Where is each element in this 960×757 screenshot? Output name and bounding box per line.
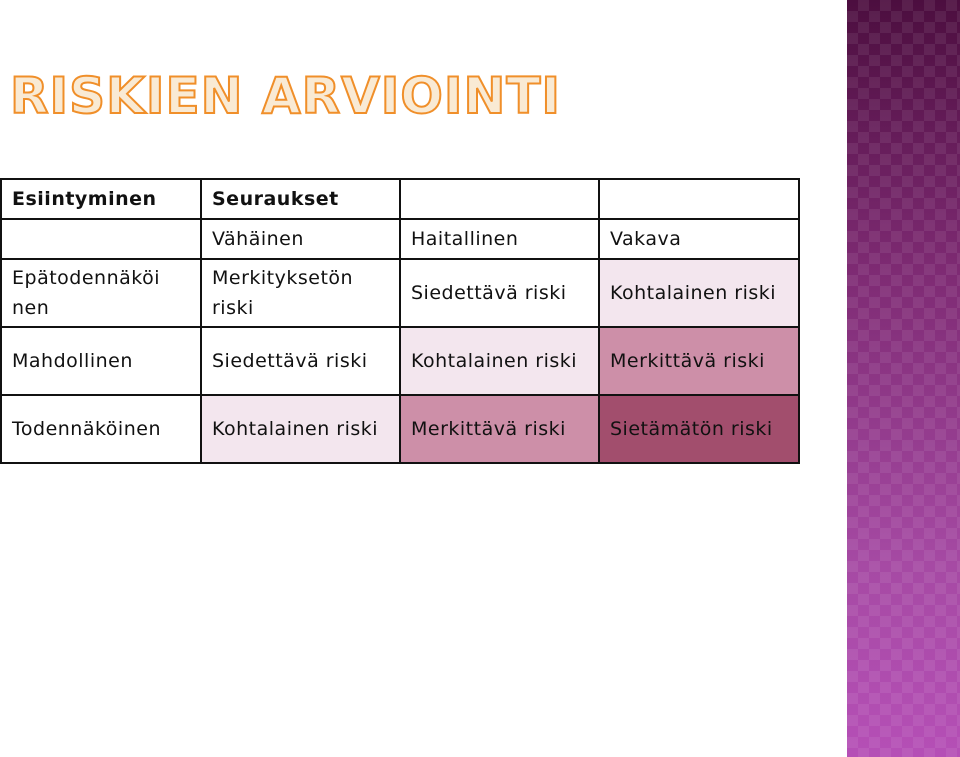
table-row	[1, 327, 799, 395]
table-header-row	[1, 179, 799, 219]
decorative-side-band	[847, 0, 960, 757]
header-empty-cell	[400, 179, 599, 219]
risk-cell: Merkityksetön riski	[201, 259, 400, 327]
risk-cell: Merkittävä riski	[400, 395, 599, 463]
risk-cell: Kohtalainen riski	[201, 395, 400, 463]
header-occurrence: Esiintyminen	[1, 179, 201, 219]
header-consequences: Seuraukset	[201, 179, 400, 219]
risk-cell: Siedettävä riski	[400, 259, 599, 327]
header-empty-cell	[599, 179, 799, 219]
severity-row	[1, 219, 799, 259]
row-label-unlikely: Epätodennäköi nen	[1, 259, 201, 327]
risk-cell: Siedettävä riski	[201, 327, 400, 395]
severity-minor: Vähäinen	[201, 219, 400, 259]
table-row	[1, 395, 799, 463]
severity-serious: Vakava	[599, 219, 799, 259]
risk-cell: Sietämätön riski	[599, 395, 799, 463]
row-label-likely: Todennäköinen	[1, 395, 201, 463]
risk-assessment-table	[0, 178, 800, 464]
slide-title: RISKIEN ARVIOINTI	[10, 67, 562, 125]
risk-cell: Kohtalainen riski	[400, 327, 599, 395]
risk-cell: Merkittävä riski	[599, 327, 799, 395]
row-label-possible: Mahdollinen	[1, 327, 201, 395]
severity-empty-cell	[1, 219, 201, 259]
severity-harmful: Haitallinen	[400, 219, 599, 259]
risk-cell: Kohtalainen riski	[599, 259, 799, 327]
table-row	[1, 259, 799, 327]
